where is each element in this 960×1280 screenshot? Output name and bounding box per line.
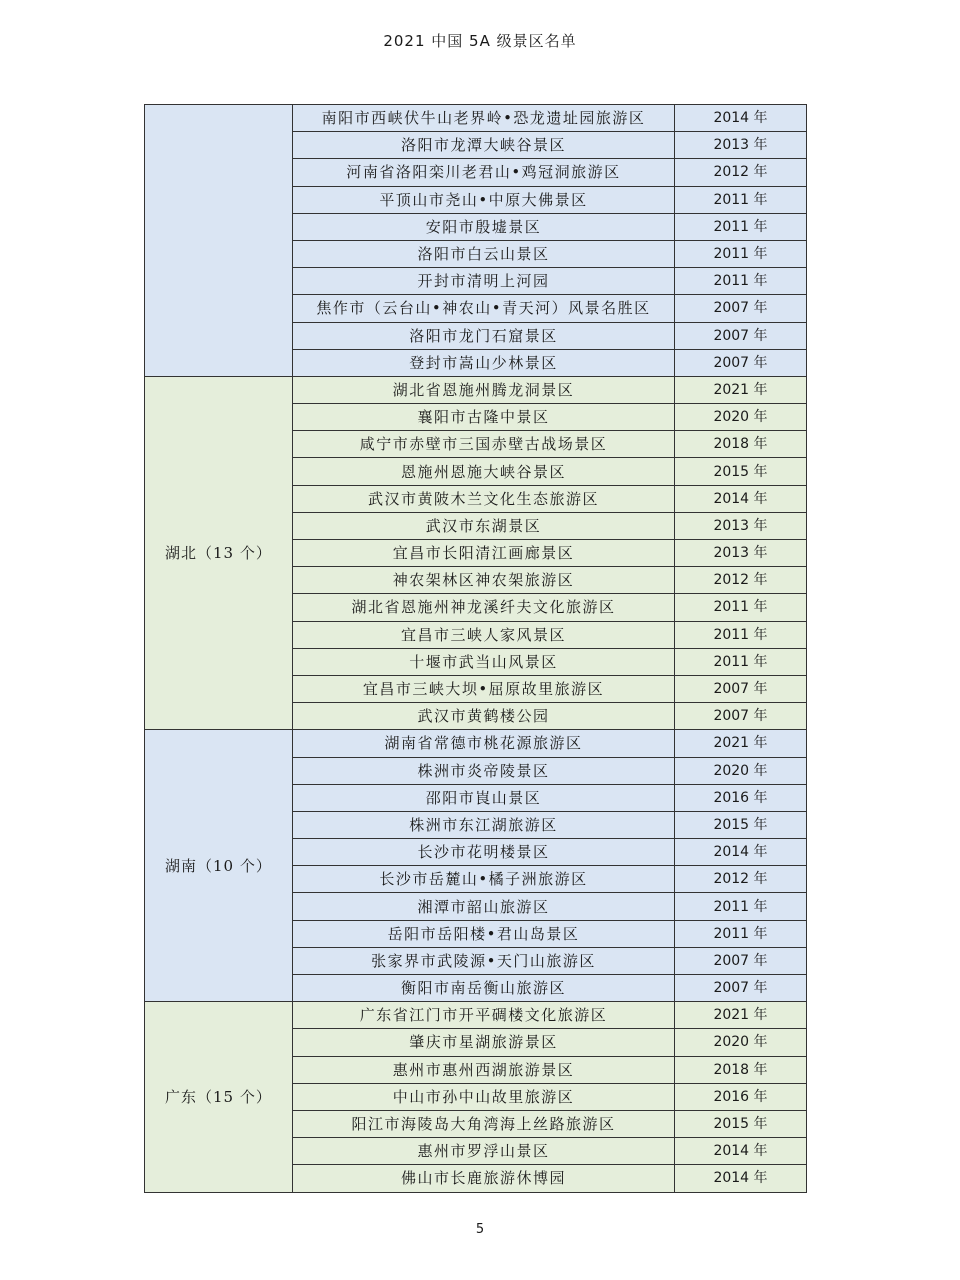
year-cell: 2013 年 [675, 540, 807, 567]
year-cell: 2021 年 [675, 730, 807, 757]
site-name-cell: 中山市孙中山故里旅游区 [293, 1083, 675, 1110]
site-name-cell: 武汉市东湖景区 [293, 512, 675, 539]
year-cell: 2007 年 [675, 322, 807, 349]
site-name-cell: 神农架林区神农架旅游区 [293, 567, 675, 594]
page-title: 2021 中国 5A 级景区名单 [383, 32, 577, 50]
site-name-cell: 阳江市海陵岛大角湾海上丝路旅游区 [293, 1110, 675, 1137]
year-cell: 2011 年 [675, 213, 807, 240]
site-name-cell: 武汉市黄鹤楼公园 [293, 703, 675, 730]
year-cell: 2014 年 [675, 1138, 807, 1165]
year-cell: 2013 年 [675, 132, 807, 159]
year-cell: 2007 年 [675, 975, 807, 1002]
site-name-cell: 湖北省恩施州神龙溪纤夫文化旅游区 [293, 594, 675, 621]
site-name-cell: 武汉市黄陂木兰文化生态旅游区 [293, 485, 675, 512]
year-cell: 2012 年 [675, 567, 807, 594]
site-name-cell: 洛阳市龙门石窟景区 [293, 322, 675, 349]
year-cell: 2012 年 [675, 866, 807, 893]
table-row [145, 730, 807, 757]
year-cell: 2014 年 [675, 1165, 807, 1192]
year-cell: 2011 年 [675, 920, 807, 947]
site-name-cell: 湖南省常德市桃花源旅游区 [293, 730, 675, 757]
year-cell: 2013 年 [675, 512, 807, 539]
site-name-cell: 宜昌市三峡人家风景区 [293, 621, 675, 648]
year-cell: 2018 年 [675, 1056, 807, 1083]
province-cell: 湖北（13 个） [145, 376, 293, 729]
year-cell: 2011 年 [675, 186, 807, 213]
site-name-cell: 邵阳市崀山景区 [293, 784, 675, 811]
site-name-cell: 株洲市炎帝陵景区 [293, 757, 675, 784]
site-name-cell: 咸宁市赤壁市三国赤壁古战场景区 [293, 431, 675, 458]
site-name-cell: 惠州市罗浮山景区 [293, 1138, 675, 1165]
site-name-cell: 南阳市西峡伏牛山老界岭•恐龙遗址园旅游区 [293, 105, 675, 132]
table-row [145, 376, 807, 403]
site-name-cell: 湖北省恩施州腾龙洞景区 [293, 376, 675, 403]
site-name-cell: 安阳市殷墟景区 [293, 213, 675, 240]
site-name-cell: 广东省江门市开平碉楼文化旅游区 [293, 1002, 675, 1029]
year-cell: 2011 年 [675, 648, 807, 675]
year-cell: 2007 年 [675, 349, 807, 376]
site-name-cell: 佛山市长鹿旅游休博园 [293, 1165, 675, 1192]
year-cell: 2016 年 [675, 1083, 807, 1110]
site-name-cell: 肇庆市星湖旅游景区 [293, 1029, 675, 1056]
site-name-cell: 岳阳市岳阳楼•君山岛景区 [293, 920, 675, 947]
site-name-cell: 十堰市武当山风景区 [293, 648, 675, 675]
year-cell: 2014 年 [675, 485, 807, 512]
site-name-cell: 平顶山市尧山•中原大佛景区 [293, 186, 675, 213]
year-cell: 2007 年 [675, 675, 807, 702]
site-name-cell: 河南省洛阳栾川老君山•鸡冠洞旅游区 [293, 159, 675, 186]
site-name-cell: 惠州市惠州西湖旅游景区 [293, 1056, 675, 1083]
year-cell: 2007 年 [675, 703, 807, 730]
table-row [145, 105, 807, 132]
site-name-cell: 恩施州恩施大峡谷景区 [293, 458, 675, 485]
year-cell: 2015 年 [675, 458, 807, 485]
year-cell: 2011 年 [675, 594, 807, 621]
year-cell: 2011 年 [675, 621, 807, 648]
year-cell: 2021 年 [675, 1002, 807, 1029]
year-cell: 2014 年 [675, 105, 807, 132]
year-cell: 2020 年 [675, 404, 807, 431]
site-name-cell: 张家界市武陵源•天门山旅游区 [293, 947, 675, 974]
year-cell: 2015 年 [675, 811, 807, 838]
year-cell: 2016 年 [675, 784, 807, 811]
year-cell: 2007 年 [675, 947, 807, 974]
year-cell: 2012 年 [675, 159, 807, 186]
province-cell: 广东（15 个） [145, 1002, 293, 1192]
scenic-sites-table [144, 104, 807, 1193]
year-cell: 2011 年 [675, 268, 807, 295]
site-name-cell: 长沙市花明楼景区 [293, 839, 675, 866]
year-cell: 2015 年 [675, 1110, 807, 1137]
year-cell: 2011 年 [675, 240, 807, 267]
site-name-cell: 洛阳市龙潭大峡谷景区 [293, 132, 675, 159]
site-name-cell: 开封市清明上河园 [293, 268, 675, 295]
site-name-cell: 焦作市（云台山•神农山•青天河）风景名胜区 [293, 295, 675, 322]
table-row [145, 1002, 807, 1029]
site-name-cell: 洛阳市白云山景区 [293, 240, 675, 267]
year-cell: 2007 年 [675, 295, 807, 322]
year-cell: 2011 年 [675, 893, 807, 920]
site-name-cell: 宜昌市三峡大坝•屈原故里旅游区 [293, 675, 675, 702]
year-cell: 2014 年 [675, 839, 807, 866]
site-name-cell: 株洲市东江湖旅游区 [293, 811, 675, 838]
site-name-cell: 衡阳市南岳衡山旅游区 [293, 975, 675, 1002]
site-name-cell: 襄阳市古隆中景区 [293, 404, 675, 431]
site-name-cell: 登封市嵩山少林景区 [293, 349, 675, 376]
site-name-cell: 宜昌市长阳清江画廊景区 [293, 540, 675, 567]
year-cell: 2020 年 [675, 757, 807, 784]
site-name-cell: 长沙市岳麓山•橘子洲旅游区 [293, 866, 675, 893]
page-number: 5 [475, 1222, 485, 1237]
site-name-cell: 湘潭市韶山旅游区 [293, 893, 675, 920]
province-cell [145, 105, 293, 377]
year-cell: 2020 年 [675, 1029, 807, 1056]
year-cell: 2018 年 [675, 431, 807, 458]
province-cell: 湖南（10 个） [145, 730, 293, 1002]
year-cell: 2021 年 [675, 376, 807, 403]
